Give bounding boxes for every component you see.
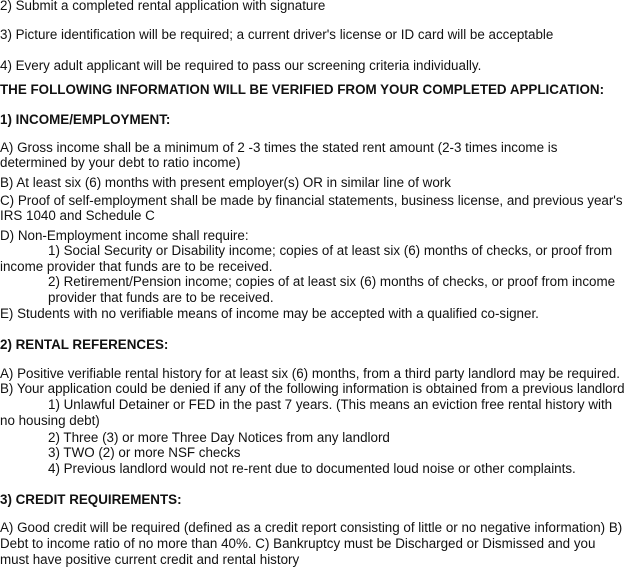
rental-b1-line2: no housing debt) bbox=[0, 413, 100, 428]
rental-heading: 2) RENTAL REFERENCES: bbox=[0, 337, 169, 352]
income-c-line2: IRS 1040 and Schedule C bbox=[0, 208, 155, 223]
income-c-line1: C) Proof of self-employment shall be made by financial statements, business license, and previous year's bbox=[0, 193, 623, 208]
income-b: B) At least six (6) months with present employer(s) OR in similar line of work bbox=[0, 175, 451, 190]
rental-b1-line1: 1) Unlawful Detainer or FED in the past 7 years. (This means an eviction free rental history with bbox=[48, 397, 613, 412]
intro-item-4: 4) Every adult applicant will be required to pass our screening criteria individually. bbox=[0, 58, 482, 73]
credit-line1: A) Good credit will be required (defined as a credit report consisting of little or no negative information) B) bbox=[0, 520, 623, 535]
income-d1-line1: 1) Social Security or Disability income; copies of at least six (6) months of checks, or proof from bbox=[48, 243, 613, 258]
income-d: D) Non-Employment income shall require: bbox=[0, 228, 249, 243]
rental-b: B) Your application could be denied if any of the following information is obtained from a previous landlord bbox=[0, 381, 625, 396]
income-d1-line2: income provider that funds are to be received. bbox=[0, 259, 273, 274]
rental-b3: 3) TWO (2) or more NSF checks bbox=[48, 445, 241, 460]
income-a-line2: determined by your debt to ratio income) bbox=[0, 155, 241, 170]
income-e: E) Students with no verifiable means of income may be accepted with a qualified co-signer. bbox=[0, 306, 539, 321]
intro-item-2: 2) Submit a completed rental application with signature bbox=[0, 0, 326, 13]
credit-heading: 3) CREDIT REQUIREMENTS: bbox=[0, 492, 182, 507]
income-a-line1: A) Gross income shall be a minimum of 2 -3 times the stated rent amount (2-3 times income is bbox=[0, 140, 558, 155]
credit-line2: Debt to income ratio of no more than 40%. C) Bankruptcy must be Discharged or Dismissed and you bbox=[0, 536, 596, 551]
income-heading: 1) INCOME/EMPLOYMENT: bbox=[0, 112, 171, 127]
income-d2-line1: 2) Retirement/Pension income; copies of at least six (6) months of checks, or proof from income bbox=[48, 274, 616, 289]
intro-item-3: 3) Picture identification will be required; a current driver's license or ID card will be acceptable bbox=[0, 27, 554, 42]
rental-b2: 2) Three (3) or more Three Day Notices from any landlord bbox=[48, 430, 390, 445]
rental-b4: 4) Previous landlord would not re-rent due to documented loud noise or other complaints. bbox=[48, 461, 576, 476]
rental-a: A) Positive verifiable rental history for at least six (6) months, from a third party landlord may be required. bbox=[0, 366, 620, 381]
verified-heading: THE FOLLOWING INFORMATION WILL BE VERIFIED FROM YOUR COMPLETED APPLICATION: bbox=[0, 82, 605, 97]
credit-line3: must have positive current credit and rental history bbox=[0, 552, 300, 567]
income-d2-line2: provider that funds are to be received. bbox=[48, 290, 274, 305]
